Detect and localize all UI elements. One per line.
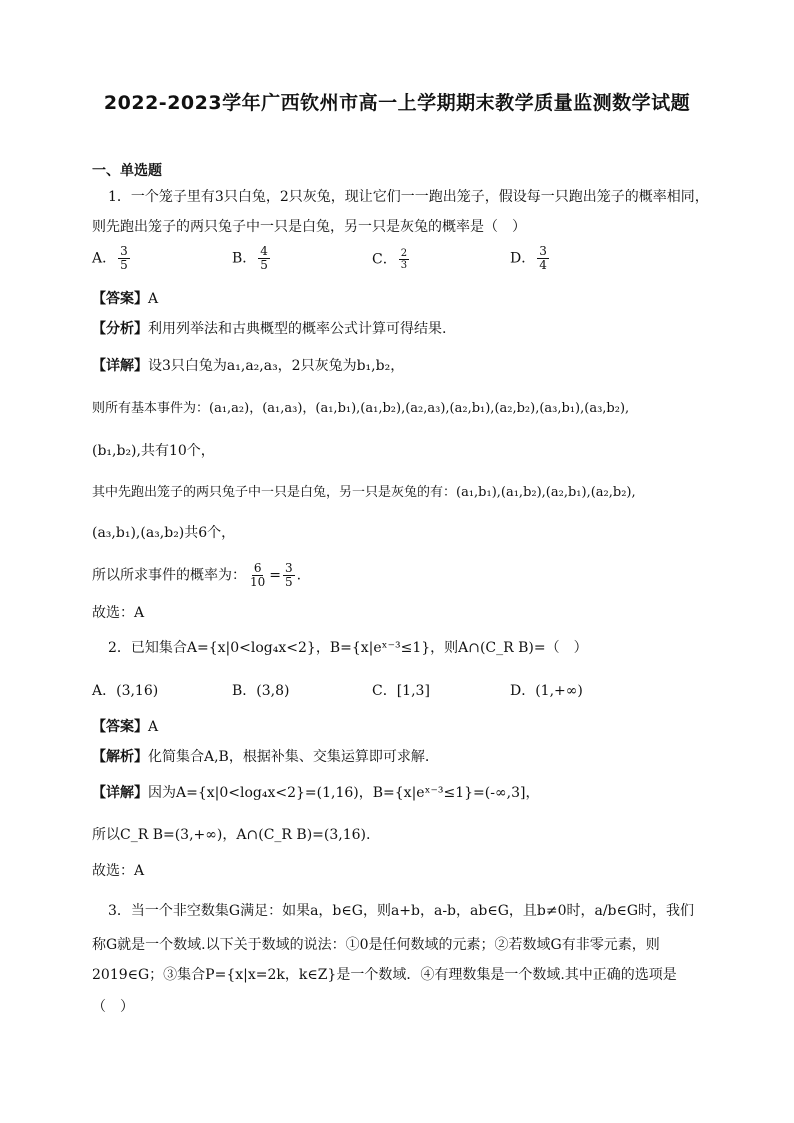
q2-detail-line1: 【详解】因为A={x|0<log₄x<2}=(1,16)，B={x|eˣ⁻³≤1}=(-∞,3]， bbox=[92, 785, 540, 801]
q3-stem-line4: （ ） bbox=[92, 999, 134, 1015]
q1-detail-line3: (b₁,b₂),共有10个， bbox=[92, 443, 215, 459]
q3-stem-line2: 称G就是一个数域.以下关于数域的说法：①0是任何数域的元素；②若数域G有非零元素，则 bbox=[92, 937, 660, 953]
q2-choose: 故选：A bbox=[92, 863, 145, 879]
q1-option-b: B． $\frac{4}{5}$ bbox=[232, 244, 268, 272]
section-heading: 一、单选题 bbox=[92, 163, 162, 179]
q1-detail-line5: (a₃,b₁),(a₃,b₂)共6个， bbox=[92, 525, 236, 541]
q2-option-b: B．(3,8) bbox=[232, 683, 290, 699]
q2-stem: 2．已知集合A={x|0<log₄x<2}，B={x|eˣ⁻³≤1}，则A∩(C_R B)=（ ） bbox=[108, 640, 588, 656]
q1-detail-line1: 【详解】设3只白兔为a₁,a₂,a₃，2只灰兔为b₁,b₂， bbox=[92, 358, 405, 374]
q1-analysis: 【分析】利用列举法和古典概型的概率公式计算可得结果. bbox=[92, 321, 447, 337]
q2-answer: 【答案】A bbox=[92, 719, 159, 735]
q2-analysis: 【解析】化简集合A,B，根据补集、交集运算即可求解. bbox=[92, 749, 430, 765]
q3-stem-line1: 3．当一个非空数集G满足：如果a，b∈G，则a+b，a-b，ab∈G，且b≠0时，a/b∈G时，我们 bbox=[108, 903, 695, 919]
q1-option-a: A． $\frac{3}{5}$ bbox=[92, 244, 128, 272]
q1-option-c: C． $\frac{2}{3}$ bbox=[372, 248, 408, 271]
q1-detail-line6: 所以所求事件的概率为： $\frac{6}{10}$ = $\frac{3}{5}$ . bbox=[92, 561, 302, 589]
q1-option-d: D． $\frac{3}{4}$ bbox=[510, 244, 547, 272]
q1-choose: 故选：A bbox=[92, 605, 145, 621]
q1-answer: 【答案】A bbox=[92, 291, 159, 307]
q1-stem-line1: 1．一个笼子里有3只白兔，2只灰兔，现让它们一一跑出笼子，假设每一只跑出笼子的概率相同， bbox=[108, 189, 709, 205]
q1-detail-line2: 则所有基本事件为：(a₁,a₂)，(a₁,a₃)，(a₁,b₁),(a₁,b₂),(a₂,a₃),(a₂,b₁),(a₂,b₂),(a₃,b₁),(a₃,b₂), bbox=[92, 401, 630, 416]
q1-stem-line2: 则先跑出笼子的两只兔子中一只是白兔，另一只是灰兔的概率是（ ） bbox=[92, 219, 526, 235]
q3-stem-line3: 2019∈G；③集合P={x|x=2k，k∈Z}是一个数域．④有理数集是一个数域.其中正确的选项是 bbox=[92, 967, 677, 983]
q2-detail-line2: 所以C_R B=(3,+∞)，A∩(C_R B)=(3,16). bbox=[92, 827, 371, 843]
q2-option-c: C．[1,3] bbox=[372, 683, 430, 699]
q2-option-d: D．(1,+∞) bbox=[510, 683, 583, 699]
page-title: 2022-2023学年广西钦州市高一上学期期末教学质量监测数学试题 bbox=[103, 92, 691, 114]
q1-detail-line4: 其中先跑出笼子的两只兔子中一只是白兔，另一只是灰兔的有：(a₁,b₁),(a₁,b₂),(a₂,b₁),(a₂,b₂), bbox=[92, 485, 636, 500]
q2-option-a: A．(3,16) bbox=[92, 683, 159, 699]
